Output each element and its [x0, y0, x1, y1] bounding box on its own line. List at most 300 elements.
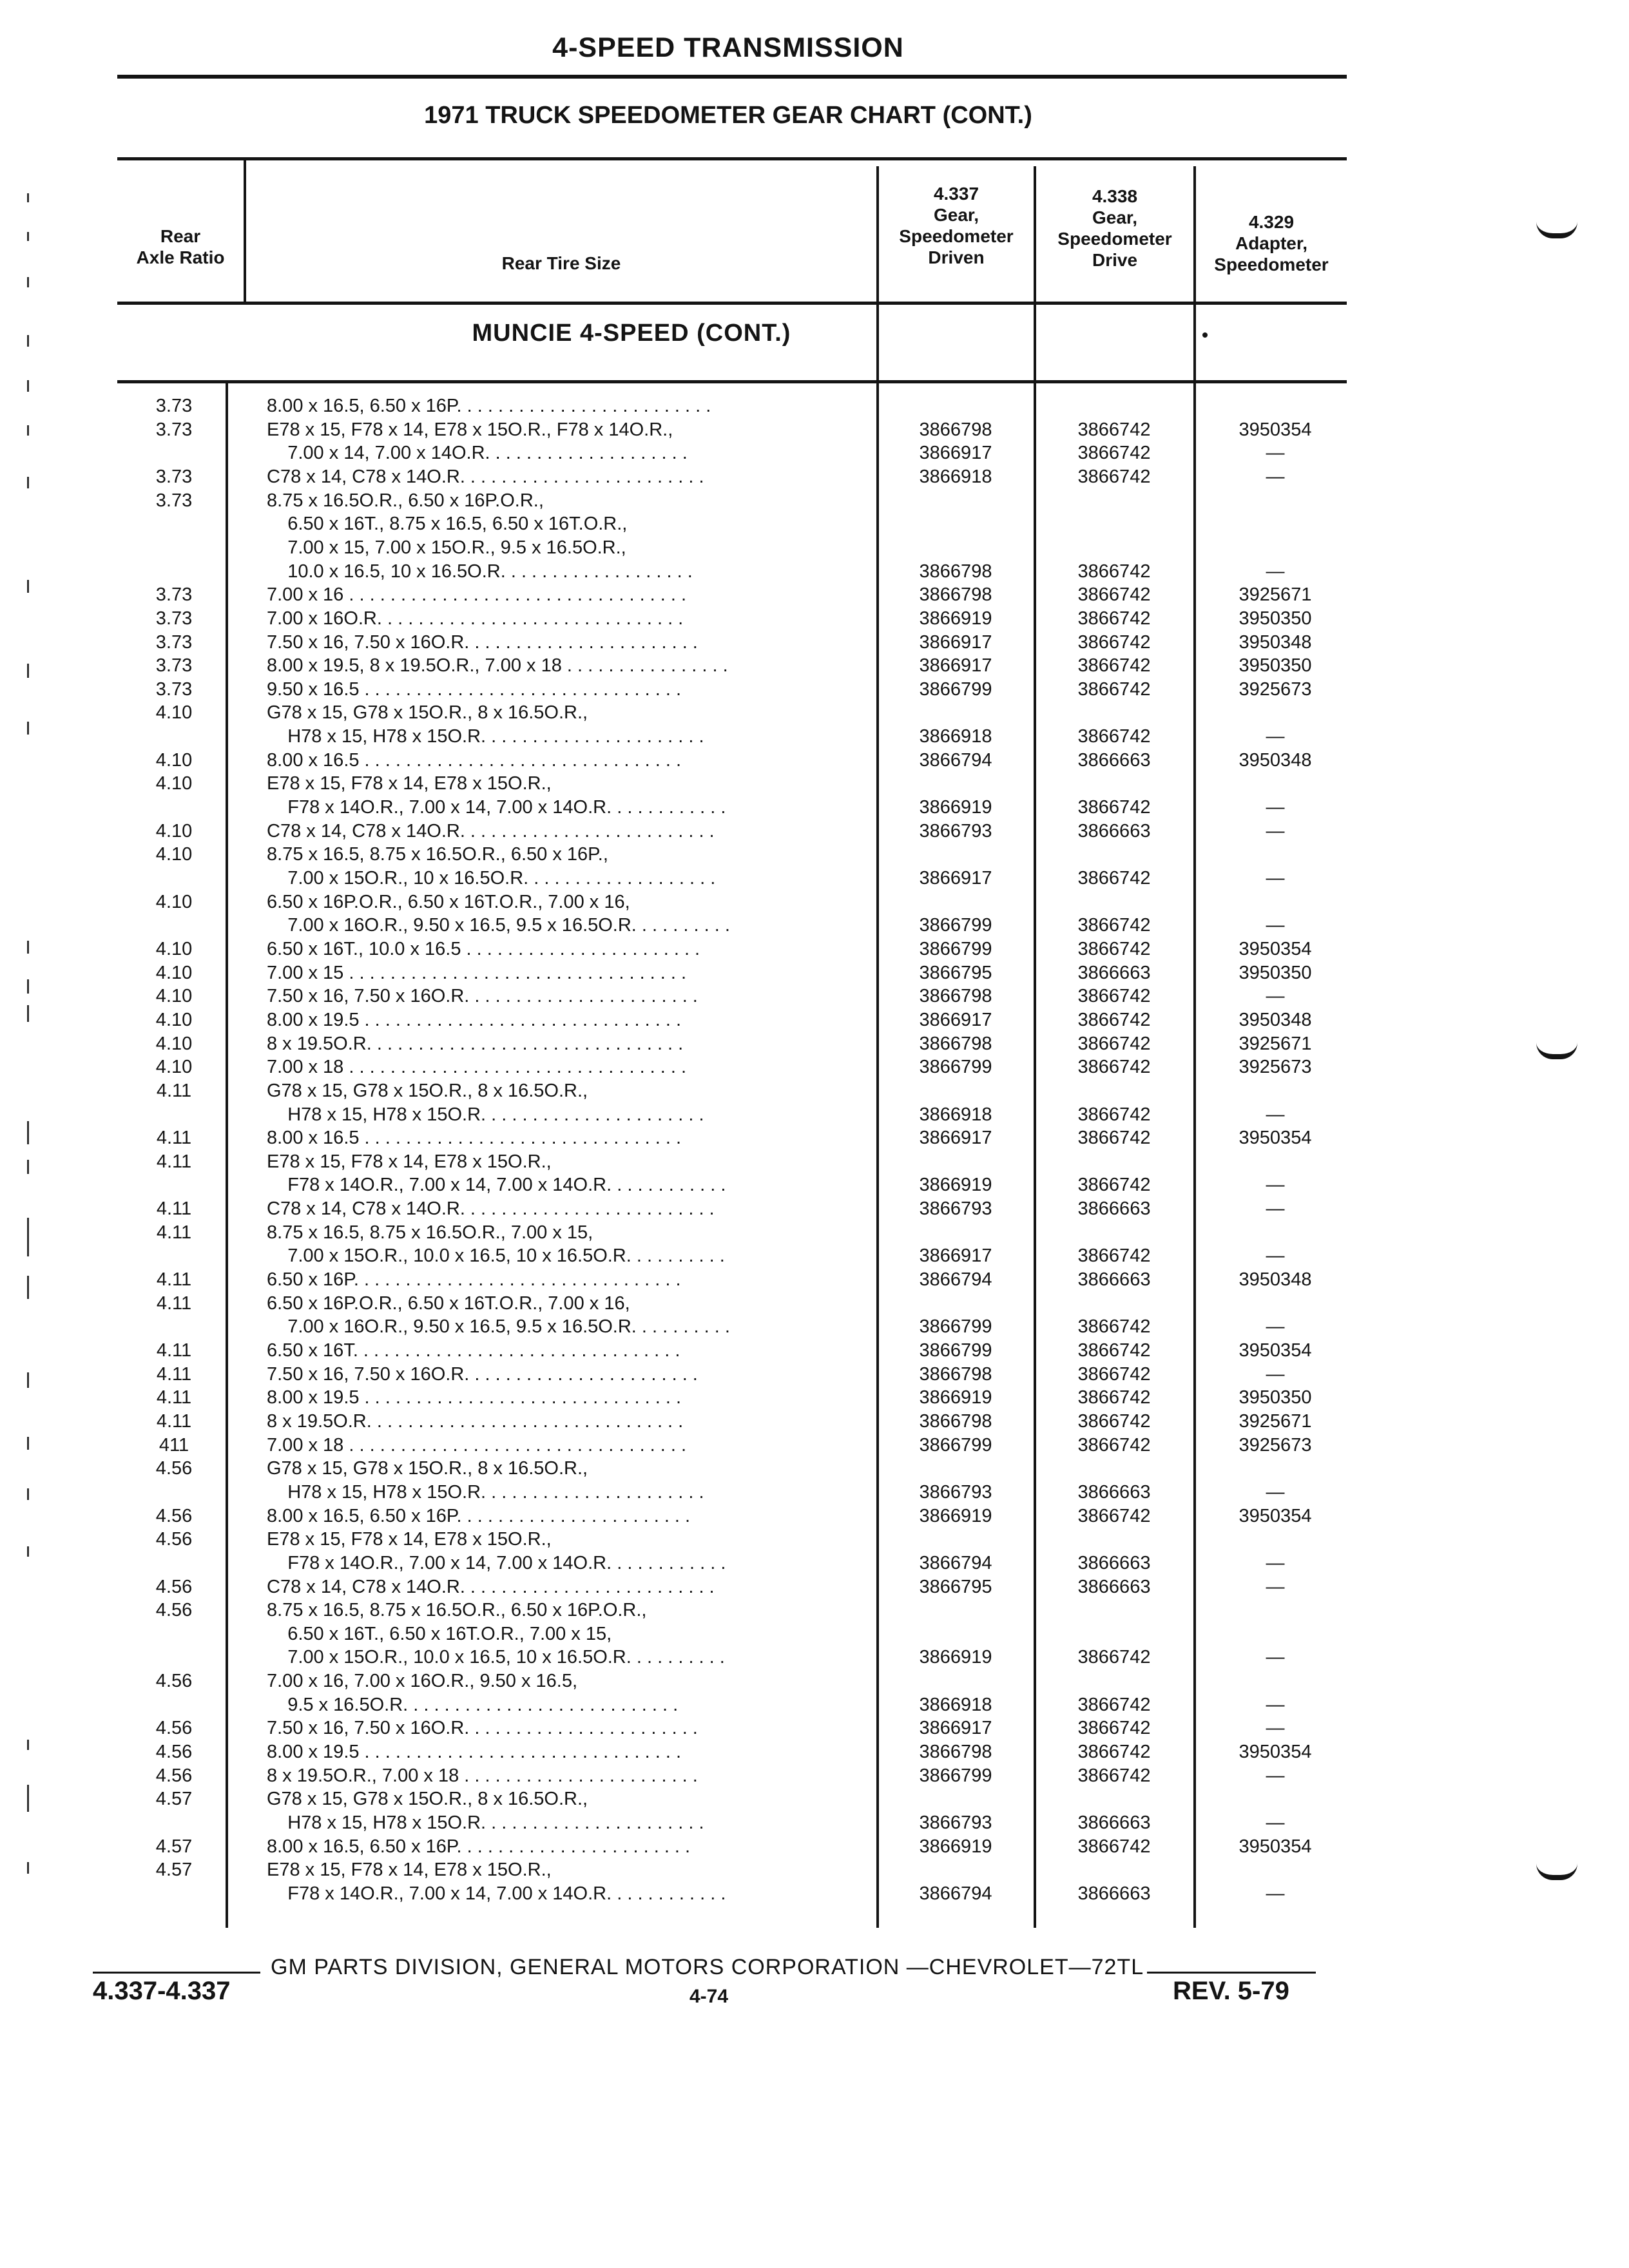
table-row	[0, 1552, 1629, 1575]
column-header-line: 4.337	[933, 184, 979, 204]
rear-tire-size-cell: E78 x 15, F78 x 14, E78 x 15O.R.,	[267, 773, 552, 794]
rear-tire-size-cell: H78 x 15, H78 x 15O.R. . . . . . . . . . . . . . . . . . . . . .	[267, 1104, 704, 1125]
table-row	[0, 489, 1629, 512]
margin-mark	[27, 232, 29, 241]
adapter-part-cell: 3925671	[1239, 1411, 1312, 1432]
drive-gear-part-cell: 3866663	[1077, 1198, 1151, 1219]
adapter-part-cell: 3925671	[1239, 1033, 1312, 1054]
footer-rule-left	[93, 1972, 260, 1974]
rear-tire-size-cell: 8.00 x 19.5, 8 x 19.5O.R., 7.00 x 18 . . . . . . . . . . . . . . . .	[267, 655, 728, 676]
rear-tire-size-cell: C78 x 14, C78 x 14O.R. . . . . . . . . . . . . . . . . . . . . . . .	[267, 466, 704, 487]
rear-tire-size-cell: H78 x 15, H78 x 15O.R. . . . . . . . . . . . . . . . . . . . . .	[267, 726, 704, 747]
drive-gear-part-cell: 3866742	[1077, 655, 1151, 676]
margin-mark	[27, 380, 29, 392]
adapter-part-cell: 3950350	[1239, 655, 1312, 676]
rear-axle-ratio-cell: 4.10	[155, 844, 193, 865]
margin-mark	[27, 722, 29, 735]
drive-gear-part-cell: 3866742	[1077, 726, 1151, 747]
table-row	[0, 631, 1629, 654]
table-row	[0, 1835, 1629, 1858]
driven-gear-part-cell: 3866798	[919, 1033, 992, 1054]
rear-axle-ratio-cell: 4.10	[155, 939, 193, 959]
adapter-part-cell: —	[1266, 1245, 1285, 1266]
margin-mark	[27, 1785, 29, 1812]
drive-gear-part-cell: 3866742	[1077, 1506, 1151, 1526]
drive-gear-part-cell: 3866742	[1077, 1718, 1151, 1738]
driven-gear-part-cell: 3866799	[919, 1057, 992, 1077]
rear-tire-size-cell: 8 x 19.5O.R. . . . . . . . . . . . . . . . . . . . . . . . . . . . . . .	[267, 1411, 684, 1432]
chart-title: 1971 TRUCK SPEEDOMETER GEAR CHART (CONT.)	[424, 102, 1032, 129]
driven-gear-part-cell: 3866798	[919, 1364, 992, 1385]
margin-mark	[27, 335, 29, 347]
drive-gear-part-cell: 3866742	[1077, 1128, 1151, 1148]
rear-axle-ratio-cell: 4.56	[155, 1671, 193, 1691]
rear-tire-size-cell: 10.0 x 16.5, 10 x 16.5O.R. . . . . . . . . . . . . . . . . . .	[267, 561, 693, 582]
rear-tire-size-cell: 8 x 19.5O.R., 7.00 x 18 . . . . . . . . . . . . . . . . . . . . . . .	[267, 1765, 698, 1786]
driven-gear-part-cell: 3866798	[919, 1742, 992, 1762]
table-row	[0, 394, 1629, 418]
rear-axle-ratio-cell: 3.73	[155, 679, 193, 700]
driven-gear-part-cell: 3866919	[919, 1506, 992, 1526]
table-row	[0, 725, 1629, 748]
rear-tire-size-cell: 6.50 x 16P. . . . . . . . . . . . . . . . . . . . . . . . . . . . . . . .	[267, 1269, 681, 1290]
rear-tire-size-cell: 7.00 x 18 . . . . . . . . . . . . . . . . . . . . . . . . . . . . . . . . .	[267, 1057, 687, 1077]
table-row	[0, 1811, 1629, 1834]
table-row	[0, 1457, 1629, 1480]
table-row	[0, 1575, 1629, 1599]
drive-gear-part-cell: 3866742	[1077, 868, 1151, 889]
table-row	[0, 1055, 1629, 1079]
drive-gear-part-cell: 3866742	[1077, 1742, 1151, 1762]
driven-gear-part-cell: 3866919	[919, 797, 992, 818]
adapter-part-cell: —	[1266, 797, 1285, 818]
margin-mark	[27, 979, 29, 994]
drive-gear-part-cell: 3866742	[1077, 939, 1151, 959]
drive-gear-part-cell: 3866742	[1077, 1316, 1151, 1337]
column-header-line: Gear,	[933, 205, 979, 225]
drive-gear-part-cell: 3866742	[1077, 632, 1151, 653]
drive-gear-part-cell: 3866742	[1077, 1765, 1151, 1786]
table-row	[0, 560, 1629, 583]
drive-gear-part-cell: 3866663	[1077, 1812, 1151, 1833]
adapter-part-cell: —	[1266, 1695, 1285, 1715]
rear-tire-size-cell: 7.00 x 14, 7.00 x 14O.R. . . . . . . . . . . . . . . . . . . .	[267, 443, 688, 463]
table-row	[0, 607, 1629, 630]
table-row	[0, 1410, 1629, 1433]
adapter-part-cell: 3950348	[1239, 1269, 1312, 1290]
table-row	[0, 1079, 1629, 1102]
driven-gear-part-cell: 3866798	[919, 1411, 992, 1432]
rear-axle-ratio-cell: 4.56	[155, 1742, 193, 1762]
drive-gear-part-cell: 3866742	[1077, 1340, 1151, 1361]
driven-gear-part-cell: 3866917	[919, 868, 992, 889]
rear-tire-size-cell: 6.50 x 16T., 8.75 x 16.5, 6.50 x 16T.O.R.,	[267, 514, 628, 534]
drive-gear-part-cell: 3866742	[1077, 1411, 1151, 1432]
drive-gear-part-cell: 3866742	[1077, 561, 1151, 582]
table-row	[0, 1339, 1629, 1362]
table-row	[0, 1126, 1629, 1149]
margin-mark	[27, 580, 29, 593]
rear-tire-size-cell: 6.50 x 16T. . . . . . . . . . . . . . . . . . . . . . . . . . . . . . . .	[267, 1340, 680, 1361]
rear-axle-ratio-cell: 4.11	[156, 1198, 192, 1219]
rear-axle-ratio-cell: 4.57	[155, 1789, 193, 1809]
drive-gear-part-cell: 3866742	[1077, 1364, 1151, 1385]
table-row	[0, 1292, 1629, 1315]
margin-mark	[27, 1276, 29, 1299]
adapter-part-cell: 3950354	[1239, 1836, 1312, 1857]
table-row	[0, 843, 1629, 866]
column-header-rear-tire-size: Rear Tire Size	[501, 253, 621, 273]
rear-tire-size-cell: G78 x 15, G78 x 15O.R., 8 x 16.5O.R.,	[267, 702, 588, 723]
rear-axle-ratio-cell: 4.10	[155, 1033, 193, 1054]
drive-gear-part-cell: 3866742	[1077, 1010, 1151, 1030]
margin-mark	[27, 664, 29, 678]
driven-gear-part-cell: 3866794	[919, 1269, 992, 1290]
adapter-part-cell: —	[1266, 1577, 1285, 1597]
column-header-line: Rear	[160, 226, 201, 246]
rear-tire-size-cell: 8.00 x 19.5 . . . . . . . . . . . . . . . . . . . . . . . . . . . . . . .	[267, 1010, 682, 1030]
drive-gear-part-cell: 3866742	[1077, 1647, 1151, 1667]
column-header-line: 4.338	[1092, 186, 1138, 206]
adapter-part-cell: 3950354	[1239, 1128, 1312, 1148]
rear-tire-size-cell: 7.50 x 16, 7.50 x 16O.R. . . . . . . . . . . . . . . . . . . . . . .	[267, 632, 698, 653]
adapter-part-cell: —	[1266, 1198, 1285, 1219]
table-row	[0, 1599, 1629, 1622]
rear-tire-size-cell: 8.00 x 19.5 . . . . . . . . . . . . . . . . . . . . . . . . . . . . . . .	[267, 1387, 682, 1408]
rear-tire-size-cell: G78 x 15, G78 x 15O.R., 8 x 16.5O.R.,	[267, 1081, 588, 1101]
rear-tire-size-cell: 6.50 x 16P.O.R., 6.50 x 16T.O.R., 7.00 x 16,	[267, 892, 630, 912]
rear-axle-ratio-cell: 4.56	[155, 1506, 193, 1526]
rear-tire-size-cell: 8.75 x 16.5, 8.75 x 16.5O.R., 6.50 x 16P.,	[267, 844, 608, 865]
drive-gear-part-cell: 3866742	[1077, 443, 1151, 463]
rear-tire-size-cell: H78 x 15, H78 x 15O.R. . . . . . . . . . . . . . . . . . . . . .	[267, 1482, 704, 1503]
adapter-part-cell: 3950354	[1239, 1742, 1312, 1762]
drive-gear-part-cell: 3866742	[1077, 1175, 1151, 1195]
table-row	[0, 1221, 1629, 1244]
adapter-part-cell: —	[1266, 868, 1285, 889]
rear-tire-size-cell: 7.00 x 15, 7.00 x 15O.R., 9.5 x 16.5O.R.,	[267, 537, 626, 558]
rear-axle-ratio-cell: 4.56	[155, 1529, 193, 1550]
drive-gear-part-cell: 3866663	[1077, 750, 1151, 771]
table-row	[0, 749, 1629, 772]
driven-gear-part-cell: 3866795	[919, 1577, 992, 1597]
rear-tire-size-cell: 7.00 x 15O.R., 10 x 16.5O.R. . . . . . . . . . . . . . . . . . .	[267, 868, 716, 889]
rear-axle-ratio-cell: 3.73	[155, 419, 193, 440]
adapter-part-cell: —	[1266, 1718, 1285, 1738]
drive-gear-part-cell: 3866742	[1077, 1057, 1151, 1077]
rear-tire-size-cell: 8.00 x 16.5, 6.50 x 16P. . . . . . . . . . . . . . . . . . . . . . . . .	[267, 396, 711, 416]
margin-mark	[27, 1437, 29, 1450]
rear-axle-ratio-cell: 4.11	[156, 1128, 192, 1148]
table-row	[0, 1693, 1629, 1716]
adapter-part-cell: —	[1266, 915, 1285, 936]
adapter-part-cell: —	[1266, 561, 1285, 582]
driven-gear-part-cell: 3866798	[919, 419, 992, 440]
table-row	[0, 1315, 1629, 1338]
rear-tire-size-cell: G78 x 15, G78 x 15O.R., 8 x 16.5O.R.,	[267, 1458, 588, 1479]
column-header-line: Driven	[928, 247, 985, 267]
driven-gear-part-cell: 3866799	[919, 1435, 992, 1456]
table-row	[0, 1716, 1629, 1740]
table-row	[0, 1244, 1629, 1267]
drive-gear-part-cell: 3866663	[1077, 1269, 1151, 1290]
adapter-part-cell: 3925673	[1239, 679, 1312, 700]
table-row	[0, 1740, 1629, 1763]
driven-gear-part-cell: 3866793	[919, 821, 992, 841]
rear-tire-size-cell: F78 x 14O.R., 7.00 x 14, 7.00 x 14O.R. . . . . . . . . . . .	[267, 1883, 726, 1904]
driven-gear-part-cell: 3866794	[919, 1883, 992, 1904]
adapter-part-cell: —	[1266, 1765, 1285, 1786]
adapter-part-cell: —	[1266, 726, 1285, 747]
rear-tire-size-cell: E78 x 15, F78 x 14, E78 x 15O.R.,	[267, 1151, 552, 1172]
rear-axle-ratio-cell: 4.56	[155, 1458, 193, 1479]
adapter-part-cell: —	[1266, 1104, 1285, 1125]
margin-mark	[27, 277, 29, 287]
rear-tire-size-cell: 8 x 19.5O.R. . . . . . . . . . . . . . . . . . . . . . . . . . . . . . .	[267, 1033, 684, 1054]
table-row	[0, 701, 1629, 724]
rear-axle-ratio-cell: 4.11	[156, 1269, 192, 1290]
drive-gear-part-cell: 3866663	[1077, 1577, 1151, 1597]
drive-gear-part-cell: 3866742	[1077, 419, 1151, 440]
drive-gear-part-cell: 3866742	[1077, 1387, 1151, 1408]
adapter-part-cell: 3950348	[1239, 632, 1312, 653]
drive-gear-part-cell: 3866742	[1077, 1695, 1151, 1715]
rear-axle-ratio-cell: 3.73	[155, 584, 193, 605]
adapter-part-cell: —	[1266, 1364, 1285, 1385]
margin-mark	[27, 425, 29, 436]
rear-axle-ratio-cell: 4.10	[155, 986, 193, 1006]
table-row	[0, 1103, 1629, 1126]
rear-tire-size-cell: C78 x 14, C78 x 14O.R. . . . . . . . . . . . . . . . . . . . . . . . .	[267, 1198, 715, 1219]
rear-tire-size-cell: 8.00 x 16.5 . . . . . . . . . . . . . . . . . . . . . . . . . . . . . . .	[267, 750, 682, 771]
driven-gear-part-cell: 3866918	[919, 1695, 992, 1715]
rear-tire-size-cell: G78 x 15, G78 x 15O.R., 8 x 16.5O.R.,	[267, 1789, 588, 1809]
column-header-line: Adapter,	[1235, 233, 1308, 253]
rear-axle-ratio-cell: 4.11	[156, 1364, 192, 1385]
adapter-part-cell: 3950350	[1239, 608, 1312, 629]
rear-axle-ratio-cell: 4.10	[155, 750, 193, 771]
rear-tire-size-cell: 8.75 x 16.5, 8.75 x 16.5O.R., 6.50 x 16P.O.R.,	[267, 1600, 647, 1620]
driven-gear-part-cell: 3866798	[919, 986, 992, 1006]
table-row	[0, 1787, 1629, 1811]
adapter-part-cell: 3950350	[1239, 963, 1312, 983]
adapter-part-cell: 3950350	[1239, 1387, 1312, 1408]
table-row	[0, 654, 1629, 677]
table-row	[0, 1386, 1629, 1409]
margin-mark	[27, 1488, 29, 1500]
margin-mark	[27, 1218, 29, 1256]
rear-tire-size-cell: C78 x 14, C78 x 14O.R. . . . . . . . . . . . . . . . . . . . . . . . .	[267, 1577, 715, 1597]
driven-gear-part-cell: 3866799	[919, 939, 992, 959]
driven-gear-part-cell: 3866799	[919, 915, 992, 936]
rear-tire-size-cell: H78 x 15, H78 x 15O.R. . . . . . . . . . . . . . . . . . . . . .	[267, 1812, 704, 1833]
table-row	[0, 418, 1629, 441]
footer-group-number: 4.337-4.337	[93, 1977, 231, 2005]
rear-tire-size-cell: 6.50 x 16P.O.R., 6.50 x 16T.O.R., 7.00 x 16,	[267, 1293, 630, 1314]
rear-axle-ratio-cell: 3.73	[155, 490, 193, 511]
rear-tire-size-cell: 8.75 x 16.5, 8.75 x 16.5O.R., 7.00 x 15,	[267, 1222, 593, 1243]
rear-axle-ratio-cell: 4.10	[155, 963, 193, 983]
section-title: MUNCIE 4-SPEED (CONT.)	[472, 320, 791, 347]
driven-gear-part-cell: 3866799	[919, 1765, 992, 1786]
adapter-part-cell: —	[1266, 1175, 1285, 1195]
column-header-line: Speedometer	[899, 226, 1014, 246]
drive-gear-part-cell: 3866742	[1077, 915, 1151, 936]
driven-gear-part-cell: 3866798	[919, 584, 992, 605]
rear-tire-size-cell: F78 x 14O.R., 7.00 x 14, 7.00 x 14O.R. . . . . . . . . . . .	[267, 1553, 726, 1573]
driven-gear-part-cell: 3866919	[919, 1387, 992, 1408]
rear-tire-size-cell: 7.50 x 16, 7.50 x 16O.R. . . . . . . . . . . . . . . . . . . . . . .	[267, 1364, 698, 1385]
drive-gear-part-cell: 3866663	[1077, 1553, 1151, 1573]
drive-gear-part-cell: 3866742	[1077, 797, 1151, 818]
rear-axle-ratio-cell: 4.57	[155, 1836, 193, 1857]
table-row	[0, 678, 1629, 701]
driven-gear-part-cell: 3866917	[919, 1128, 992, 1148]
rear-tire-size-cell: 7.00 x 16O.R., 9.50 x 16.5, 9.5 x 16.5O.R. . . . . . . . . .	[267, 915, 730, 936]
adapter-part-cell: 3925673	[1239, 1057, 1312, 1077]
table-row	[0, 465, 1629, 488]
footer-rule-right	[1147, 1972, 1316, 1974]
table-row	[0, 1504, 1629, 1528]
rear-tire-size-cell: E78 x 15, F78 x 14, E78 x 15O.R.,	[267, 1860, 552, 1880]
driven-gear-part-cell: 3866919	[919, 1175, 992, 1195]
rear-tire-size-cell: 9.5 x 16.5O.R. . . . . . . . . . . . . . . . . . . . . . . . . . .	[267, 1695, 679, 1715]
rear-tire-size-cell: 7.00 x 16O.R., 9.50 x 16.5, 9.5 x 16.5O.R. . . . . . . . . .	[267, 1316, 730, 1337]
drive-gear-part-cell: 3866742	[1077, 584, 1151, 605]
rear-tire-size-cell: 8.75 x 16.5O.R., 6.50 x 16P.O.R.,	[267, 490, 544, 511]
driven-gear-part-cell: 3866794	[919, 750, 992, 771]
drive-gear-part-cell: 3866742	[1077, 1245, 1151, 1266]
table-row	[0, 961, 1629, 985]
table-row	[0, 1646, 1629, 1669]
margin-mark	[27, 1160, 29, 1174]
rear-tire-size-cell: 9.50 x 16.5 . . . . . . . . . . . . . . . . . . . . . . . . . . . . . . .	[267, 679, 682, 700]
table-row	[0, 937, 1629, 961]
adapter-part-cell: 3950354	[1239, 1340, 1312, 1361]
adapter-part-cell: —	[1266, 1812, 1285, 1833]
rear-axle-ratio-cell: 3.73	[155, 466, 193, 487]
column-header-line: Gear,	[1092, 207, 1138, 227]
rear-tire-size-cell: 7.00 x 18 . . . . . . . . . . . . . . . . . . . . . . . . . . . . . . . . .	[267, 1435, 687, 1456]
table-row	[0, 1764, 1629, 1787]
rear-axle-ratio-cell: 4.11	[156, 1222, 192, 1243]
document-title: 4-SPEED TRANSMISSION	[552, 32, 904, 63]
table-row	[0, 536, 1629, 559]
adapter-part-cell: 3950354	[1239, 419, 1312, 440]
driven-gear-part-cell: 3866793	[919, 1812, 992, 1833]
rear-tire-size-cell: 7.00 x 16 . . . . . . . . . . . . . . . . . . . . . . . . . . . . . . . . .	[267, 584, 687, 605]
driven-gear-part-cell: 3866919	[919, 1836, 992, 1857]
adapter-part-cell: 3925673	[1239, 1435, 1312, 1456]
table-row	[0, 1008, 1629, 1032]
rear-axle-ratio-cell: 4.11	[156, 1151, 192, 1172]
rear-tire-size-cell: 7.50 x 16, 7.50 x 16O.R. . . . . . . . . . . . . . . . . . . . . . .	[267, 986, 698, 1006]
rear-tire-size-cell: 7.00 x 15O.R., 10.0 x 16.5, 10 x 16.5O.R. . . . . . . . . .	[267, 1647, 725, 1667]
adapter-part-cell: —	[1266, 821, 1285, 841]
driven-gear-part-cell: 3866799	[919, 679, 992, 700]
margin-mark	[27, 1862, 29, 1874]
drive-gear-part-cell: 3866742	[1077, 1033, 1151, 1054]
adapter-part-cell: —	[1266, 1316, 1285, 1337]
margin-mark	[27, 1546, 29, 1557]
rear-tire-size-cell: 6.50 x 16T., 10.0 x 16.5 . . . . . . . . . . . . . . . . . . . . . . .	[267, 939, 700, 959]
driven-gear-part-cell: 3866917	[919, 655, 992, 676]
table-row	[0, 820, 1629, 843]
column-header-line: Axle Ratio	[136, 247, 225, 267]
adapter-part-cell: —	[1266, 986, 1285, 1006]
footer-publisher: GM PARTS DIVISION, GENERAL MOTORS CORPORATION —CHEVROLET—72TL	[271, 1955, 1144, 1979]
margin-mark	[27, 477, 29, 488]
rear-axle-ratio-cell: 3.73	[155, 632, 193, 653]
rear-axle-ratio-cell: 4.11	[156, 1411, 192, 1432]
adapter-part-cell: 3925671	[1239, 584, 1312, 605]
driven-gear-part-cell: 3866917	[919, 632, 992, 653]
rear-tire-size-cell: 8.00 x 16.5 . . . . . . . . . . . . . . . . . . . . . . . . . . . . . . .	[267, 1128, 682, 1148]
driven-gear-part-cell: 3866918	[919, 466, 992, 487]
rear-tire-size-cell: E78 x 15, F78 x 14, E78 x 15O.R., F78 x 14O.R.,	[267, 419, 673, 440]
table-row	[0, 796, 1629, 819]
drive-gear-part-cell: 3866742	[1077, 1836, 1151, 1857]
rear-tire-size-cell: 6.50 x 16T., 6.50 x 16T.O.R., 7.00 x 15,	[267, 1624, 612, 1644]
drive-gear-part-cell: 3866663	[1077, 1482, 1151, 1503]
adapter-part-cell: —	[1266, 1482, 1285, 1503]
driven-gear-part-cell: 3866918	[919, 726, 992, 747]
table-row	[0, 1858, 1629, 1881]
rear-tire-size-cell: F78 x 14O.R., 7.00 x 14, 7.00 x 14O.R. . . . . . . . . . . .	[267, 797, 726, 818]
rear-axle-ratio-cell: 4.56	[155, 1577, 193, 1597]
rear-tire-size-cell: 7.00 x 16, 7.00 x 16O.R., 9.50 x 16.5,	[267, 1671, 578, 1691]
rear-axle-ratio-cell: 411	[159, 1435, 189, 1456]
adapter-part-cell: 3950348	[1239, 750, 1312, 771]
rear-tire-size-cell: 7.00 x 15O.R., 10.0 x 16.5, 10 x 16.5O.R. . . . . . . . . .	[267, 1245, 725, 1266]
table-row	[0, 1528, 1629, 1551]
adapter-part-cell: 3950354	[1239, 939, 1312, 959]
footer-page-number: 4-74	[689, 1986, 729, 2007]
table-row	[0, 1622, 1629, 1646]
rear-tire-size-cell: 7.00 x 15 . . . . . . . . . . . . . . . . . . . . . . . . . . . . . . . . .	[267, 963, 687, 983]
rear-axle-ratio-cell: 3.73	[155, 608, 193, 629]
driven-gear-part-cell: 3866793	[919, 1198, 992, 1219]
adapter-part-cell: —	[1266, 443, 1285, 463]
rear-axle-ratio-cell: 4.10	[155, 702, 193, 723]
rear-tire-size-cell: 7.00 x 16O.R. . . . . . . . . . . . . . . . . . . . . . . . . . . . . .	[267, 608, 684, 629]
table-row	[0, 1173, 1629, 1196]
table-row	[0, 914, 1629, 937]
rear-tire-size-cell: 7.50 x 16, 7.50 x 16O.R. . . . . . . . . . . . . . . . . . . . . . .	[267, 1718, 698, 1738]
drive-gear-part-cell: 3866663	[1077, 821, 1151, 841]
drive-gear-part-cell: 3866742	[1077, 1104, 1151, 1125]
margin-mark	[27, 1372, 29, 1388]
rear-tire-size-cell: 8.00 x 16.5, 6.50 x 16P. . . . . . . . . . . . . . . . . . . . . . .	[267, 1506, 691, 1526]
table-row	[0, 512, 1629, 535]
table-row	[0, 1882, 1629, 1905]
rear-axle-ratio-cell: 4.56	[155, 1600, 193, 1620]
rear-tire-size-cell: E78 x 15, F78 x 14, E78 x 15O.R.,	[267, 1529, 552, 1550]
adapter-part-cell: —	[1266, 1883, 1285, 1904]
rear-axle-ratio-cell: 4.11	[156, 1293, 192, 1314]
driven-gear-part-cell: 3866919	[919, 1647, 992, 1667]
driven-gear-part-cell: 3866918	[919, 1104, 992, 1125]
driven-gear-part-cell: 3866799	[919, 1340, 992, 1361]
rear-axle-ratio-cell: 4.11	[156, 1387, 192, 1408]
rear-tire-size-cell: 8.00 x 19.5 . . . . . . . . . . . . . . . . . . . . . . . . . . . . . . .	[267, 1742, 682, 1762]
adapter-part-cell: —	[1266, 1647, 1285, 1667]
drive-gear-part-cell: 3866663	[1077, 963, 1151, 983]
drive-gear-part-cell: 3866742	[1077, 679, 1151, 700]
rear-axle-ratio-cell: 4.11	[156, 1081, 192, 1101]
driven-gear-part-cell: 3866798	[919, 561, 992, 582]
table-row	[0, 985, 1629, 1008]
